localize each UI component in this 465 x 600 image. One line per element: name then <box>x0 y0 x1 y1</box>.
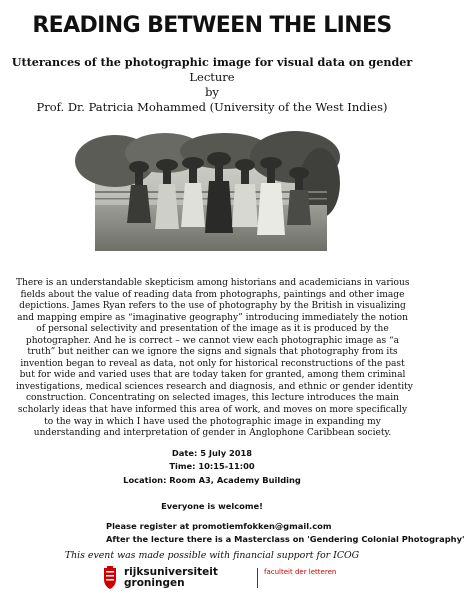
abstract-line: construction. Concentrating on selected images, this lecture introduces the main <box>25 393 399 404</box>
abstract-line: depictions. James Ryan refers to the use of photography by the British in visualizing <box>19 301 406 312</box>
abstract-line: understanding and interpretation of gender in Anglophone Caribbean society. <box>33 428 392 439</box>
faculty-name: faculteit der letteren <box>264 568 337 576</box>
abstract-line: to the way in which I have used the photographic image in expanding my <box>44 416 381 427</box>
abstract-line: scholarly ideas that have informed this area of work, and moves on more specifically <box>17 405 408 416</box>
support-note: This event was made possible with financial support for ICOG <box>64 550 360 561</box>
lecture-subtitle: Utterances of the photographic image for visual data on gender <box>11 55 413 69</box>
event-type: Lecture <box>189 70 235 84</box>
abstract-line: truth” but neither can we ignore the signs and signals that photography from its <box>27 347 398 358</box>
event-location: Location: Room A3, Academy Building <box>123 475 301 485</box>
university-crest-icon <box>101 566 119 590</box>
abstract-line: fields about the value of reading data from photographs, paintings and other image <box>20 289 405 300</box>
abstract-line: invention began to reveal as data, not only for historical reconstructions of the past <box>20 358 405 369</box>
historic-photograph <box>95 143 327 251</box>
event-time: Time: 10:15-11:00 <box>169 461 255 471</box>
welcome-note: Everyone is welcome! <box>161 501 263 511</box>
lecture-abstract <box>16 278 413 440</box>
university-name-line2: groningen <box>124 577 185 589</box>
masterclass-info: After the lecture there is a Masterclass on 'Gendering Colonial Photography' <box>106 534 465 544</box>
abstract-line: photographer. And he is correct – we cannot view each photographic image as “a <box>25 335 400 346</box>
abstract-line: investigations, medical sciences research and diagnosis, and ethnic or gender identity <box>16 381 413 392</box>
footer-divider <box>257 568 258 588</box>
abstract-line: of personal selectivity and presentation of the image as it is produced by the <box>36 324 389 335</box>
registration-info[interactable]: Please register at promotiemfokken@gmail.com <box>106 521 332 531</box>
event-date: Date: 5 July 2018 <box>171 448 253 458</box>
abstract-line: and mapping empire as “imaginative geography” introducing immediately the notion <box>17 312 408 323</box>
abstract-line: There is an understandable skepticism among historians and academicians in various <box>16 278 410 288</box>
by-label: by <box>205 85 219 99</box>
speaker-name: Prof. Dr. Patricia Mohammed (University of the West Indies) <box>36 100 388 114</box>
university-name-line1: rijksuniversiteit <box>124 566 218 578</box>
abstract-line: but for wide and varied uses that are today taken for granted, among them criminal <box>19 370 406 381</box>
page-title: READING BETWEEN THE LINES <box>32 13 392 38</box>
